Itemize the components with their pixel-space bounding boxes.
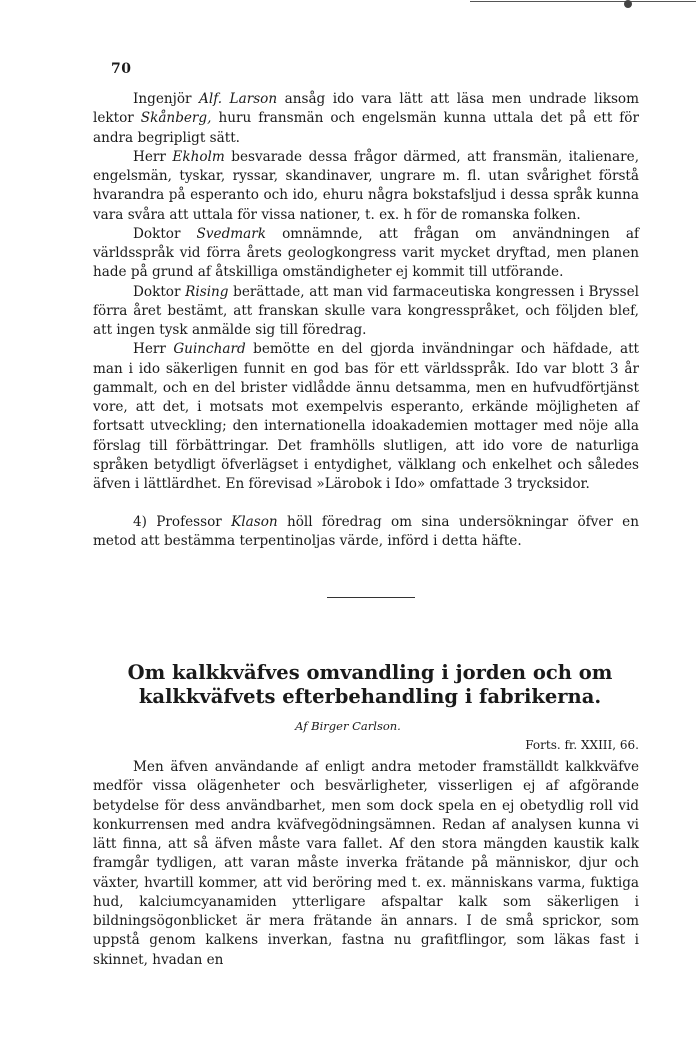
paragraph-ekholm: Herr Ekholm besvarade dessa frågor därmed, att fransmän, italienare, engelsmän, tyskar, ryssar, skandinaver, ungrare m. fl. utan svårighet förstå hvarandra på esperanto och ido, ehuru några bokstafsljud i dessa språk kunna vara svåra att uttala för vissa nationer, t. ex. h för de romanska folken.	[93, 148, 640, 223]
paragraph-guinchard: Herr Guinchard bemötte en del gjorda invändningar och häfdade, att man i ido säkerligen funnit en god bas för ett världsspråk. Ido var blott 3 år gammalt, och en del brister vidlådde ännu detsamma, men en hufvudförtjänst vore, att det, i motsats mot exempelvis esperanto, erkände möjligheten af fortsatt utveckling; den internationella idoakademien mottager med nöje alla förslag till förbättringar. Det framhölls slutligen, att ido vore de naturliga språken betydligt öfverlägset i entydighet, välklang och enkelhet och således äfven i lättlärdhet. En förevisad »Lärobok i Ido» omfattade 3 trycksidor.	[93, 341, 640, 492]
paragraph-klason: 4) Professor Klason höll föredrag om sina undersökningar öfver en metod att bestämma terpentinoljas värde, införd i detta häfte.	[93, 514, 639, 550]
article-paragraph: Men äfven användande af enligt andra metoder framställdt kalkkväfve medför vissa olägenheter och besvärligheter, visserligen ej af afgörande betydelse för dess användbarhet, men som dock spela en ej obetydlig roll vid konkurrensen med andra kväfvegödningsämnen. Redan af analysen kunna vi lätt finna, att så äfven måste vara fallet. Af den stora mängden kaustik kalk framgår tydligen, att varan måste inverka frätande på människor, djur och växter, hvartill kommer, att vid beröring med t. ex. människans varma, fuktiga hud, kalciumcyanamiden ytterligare afspaltar kalk som säkerligen i bildningsögonblicket är mera frätande än annars. I de små sprickor, som uppstå genom kalkens inverkan, fastna nu grafitflingor, som läkas fast i skinnet, hvadan en	[93, 759, 639, 968]
meeting-minutes-block	[93, 90, 639, 494]
article-byline: Af Birger Carlson.	[295, 719, 401, 733]
person-name: Rising	[185, 283, 229, 300]
article-body	[93, 758, 639, 970]
top-edge-mark	[624, 0, 632, 8]
article-title	[60, 661, 680, 709]
paragraph-larson: Ingenjör Alf. Larson ansåg ido vara lätt att läsa men undrade liksom lektor Skånberg, huru fransmän och engelsmän kunna uttala det på ett för andra begripligt sätt.	[93, 91, 639, 146]
top-edge-rule	[470, 1, 696, 2]
agenda-item-4	[93, 513, 639, 552]
continuation-note: Forts. fr. XXIII, 66.	[525, 738, 639, 752]
paragraph-svedmark: Doktor Svedmark omnämnde, att frågan om användningen af världsspråk vid förra årets geologkongress varit mycket dryftad, men planen hade på grund af åtskilliga omständigheter ej kommit till utförande.	[93, 225, 639, 281]
person-name: Ekholm	[172, 148, 225, 165]
person-name: Klason	[231, 514, 278, 530]
person-name: Alf. Larson	[199, 91, 278, 107]
person-name: Skånberg,	[140, 110, 212, 127]
paragraph-rising: Doktor Rising berättade, att man vid farmaceutiska kongressen i Bryssel förra året bestämt, att franskan skulle vara kongresspråket, och följden blef, att ingen tysk anmälde sig till föredrag.	[93, 283, 639, 338]
person-name: Svedmark	[196, 225, 267, 242]
article-title-line-2: kalkkväfvets efterbehandling i fabrikerna.	[138, 685, 602, 708]
section-divider	[327, 597, 415, 598]
person-name: Guinchard	[173, 341, 246, 358]
article-title-line-1: Om kalkkväfves omvandling i jorden och om	[127, 661, 613, 684]
page-number: 70	[111, 61, 132, 77]
